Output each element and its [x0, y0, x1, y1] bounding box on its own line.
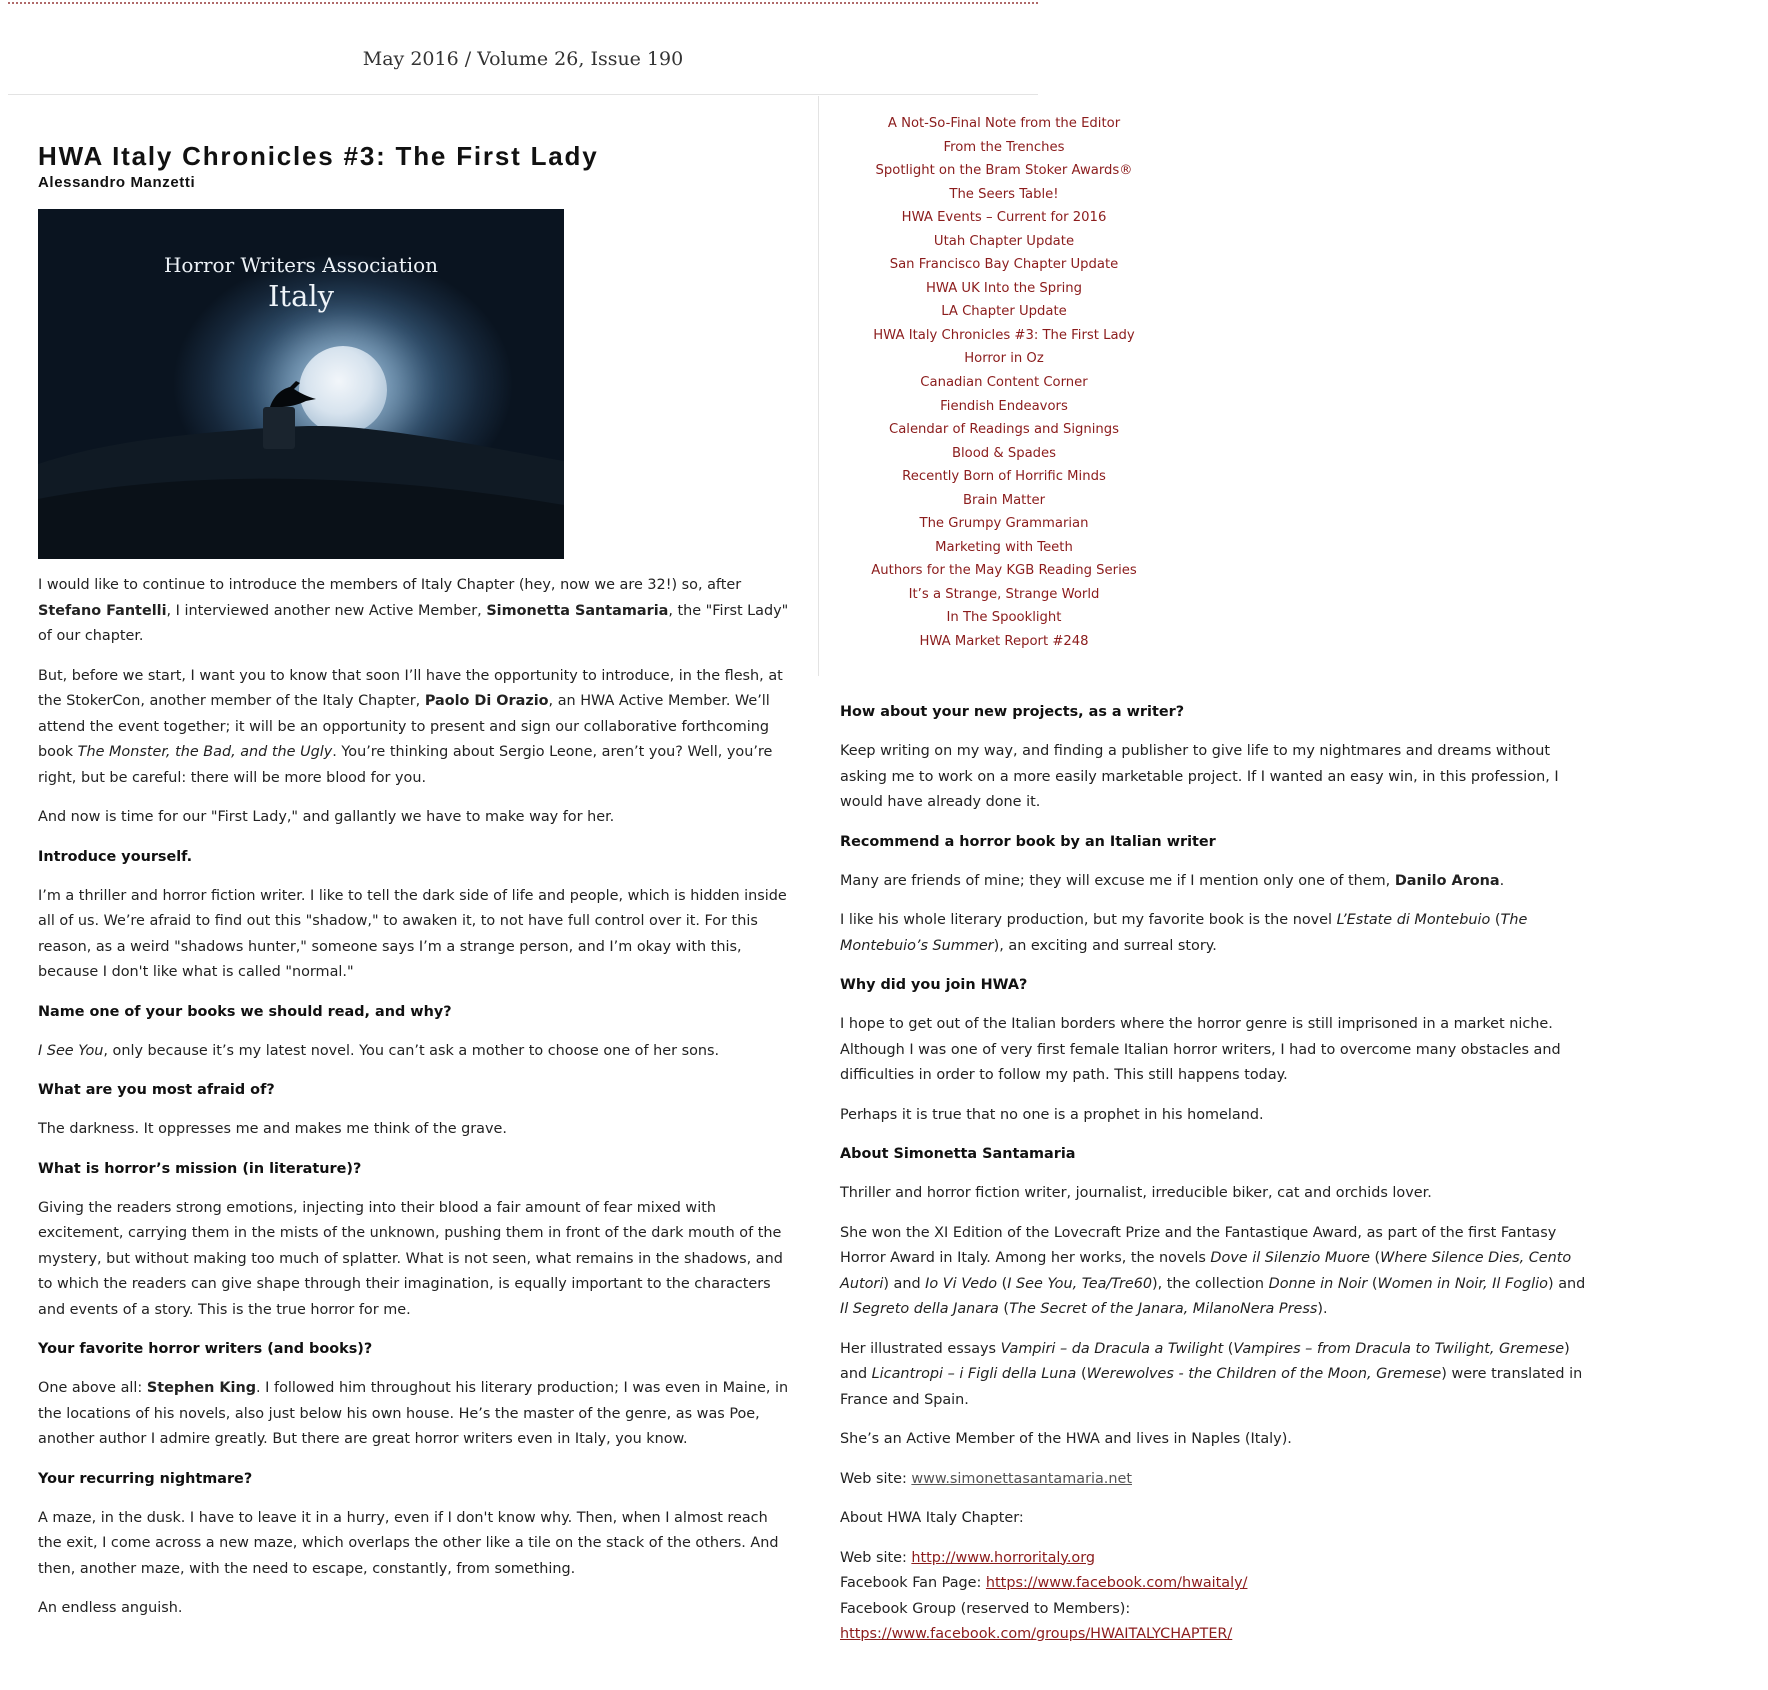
- facebook-page-link[interactable]: https://www.facebook.com/hwaitaly/: [985, 1575, 1248, 1591]
- name-simonetta-santamaria: Simonetta Santamaria: [486, 602, 669, 619]
- intro-paragraph-1: I would like to continue to introduce the members of Italy Chapter (hey, now we are 32!) so, after Stefano Fantelli, I interviewed another new Active Member, Simonetta Santamaria, the "First Lady" of our chapter.: [38, 577, 789, 644]
- answer-italian-book-2: I like his whole literary production, but my favorite book is the novel L’Estate di Montebuio (The Montebuio’s Summer), an exciting and surreal story.: [840, 912, 1528, 954]
- about-author-heading: About Simonetta Santamaria: [840, 1146, 1076, 1162]
- issue-table-of-contents: [862, 112, 1146, 654]
- answer-favorites: One above all: Stephen King. I followed him throughout his literary production; I was even in Maine, in the locations of his novels, also just below his own house. He’s the master of the genre, as was Poe, another author I admire greatly. But there are great horror writers even in Italy, you know.: [38, 1380, 789, 1447]
- toc-link-sf-bay[interactable]: San Francisco Bay Chapter Update: [889, 257, 1119, 273]
- toc-link-grumpy-grammarian[interactable]: The Grumpy Grammarian: [919, 516, 1089, 532]
- author-website-link[interactable]: www.simonettasantamaria.net: [911, 1470, 1132, 1487]
- bio-paragraph-3: Her illustrated essays Vampiri – da Dracula a Twilight (Vampires – from Dracula to Twilight, Gremese) and Licantropi – i Figli della Luna (Werewolves - the Children of the Moon, Gremese) were translated in France and Spain.: [840, 1340, 1583, 1408]
- hero-image: [38, 209, 564, 559]
- bio-paragraph-2: She won the XI Edition of the Lovecraft Prize and the Fantastique Award, as part of the first Fantasy Horror Award in Italy. Among her works, the novels Dove il Silenzio Muore (Where Silence Dies, Cento Autori) and Io Vi Vedo (I See You, Tea/Tre60), the collection Donne in Noir (Women in Noir, Il Foglio) and Il Segreto della Janara (The Secret of the Janara, MilanoNera Press).: [840, 1224, 1586, 1317]
- hero-image-line1: Horror Writers Association: [163, 253, 439, 277]
- answer-join-hwa-2: Perhaps it is true that no one is a prophet in his homeland.: [840, 1106, 1264, 1123]
- raven-silhouette: [270, 381, 316, 407]
- intro-paragraph-3: And now is time for our "First Lady," and gallantly we have to make way for her.: [38, 809, 615, 825]
- toc-link-utah[interactable]: Utah Chapter Update: [933, 233, 1075, 249]
- answer-join-hwa: I hope to get out of the Italian borders where the horror genre is still imprisoned in a market niche. Although I was one of very first female Italian horror writers, I had to overcome many obstacles and difficulties in order to follow my path. This still happens today.: [840, 1016, 1561, 1083]
- header-divider: [8, 94, 1038, 95]
- name-stefano-fantelli: Stefano Fantelli: [38, 602, 167, 619]
- answer-projects: Keep writing on my way, and finding a publisher to give life to my nightmares and dreams without asking me to work on a more easily marketable project. If I wanted an easy win, in this profession, I would have already done it.: [840, 743, 1559, 810]
- chapter-heading: About HWA Italy Chapter:: [840, 1510, 1024, 1526]
- article-author: Alessandro Manzetti: [38, 174, 196, 191]
- toc-link-kgb[interactable]: Authors for the May KGB Reading Series: [871, 563, 1137, 579]
- toc-link-horror-in-oz[interactable]: Horror in Oz: [964, 351, 1044, 367]
- toc-link-market-report[interactable]: HWA Market Report #248: [919, 634, 1089, 650]
- intro-paragraph-2: But, before we start, I want you to know that soon I’ll have the opportunity to introduce, in the flesh, at the StokerCon, another member of the Italy Chapter, Paolo Di Orazio, an HWA Active Member. We’ll attend the event together; it will be an opportunity to present and sign our collaborative forthcoming book The Monster, the Bad, and the Ugly. You’re thinking about Sergio Leone, aren’t you? Well, you’re right, but be careful: there will be more blood for you.: [38, 667, 783, 786]
- toc-link-brain-matter[interactable]: Brain Matter: [962, 492, 1046, 508]
- question-mission: What is horror’s mission (in literature)?: [38, 1160, 362, 1177]
- toc-link-hwa-uk[interactable]: HWA UK Into the Spring: [925, 280, 1082, 296]
- toc-link-canadian-corner[interactable]: Canadian Content Corner: [920, 375, 1088, 391]
- toc-link-la-chapter[interactable]: LA Chapter Update: [941, 304, 1067, 320]
- stone-post: [263, 407, 295, 449]
- bio-paragraph-4: She’s an Active Member of the HWA and lives in Naples (Italy).: [840, 1431, 1292, 1447]
- name-paolo-di-orazio: Paolo Di Orazio: [424, 693, 549, 709]
- toc-link-trenches[interactable]: From the Trenches: [943, 139, 1065, 155]
- toc-link-strange-world[interactable]: It’s a Strange, Strange World: [908, 586, 1100, 602]
- answer-nightmare: A maze, in the dusk. I have to leave it in a hurry, even if I don't know why. Then, when I almost reach the exit, I come across a new maze, which overlaps the other like a tile on the stack of the others. And then, another maze, with the need to escape, constantly, from something.: [38, 1509, 779, 1577]
- facebook-group-line: [840, 1622, 1592, 1648]
- toc-link-spooklight[interactable]: In The Spooklight: [946, 610, 1062, 626]
- toc-link-seers-table[interactable]: The Seers Table!: [949, 186, 1059, 202]
- hero-landscape: [38, 209, 564, 559]
- column-divider: [818, 96, 819, 676]
- book-title-monster: The Monster, the Bad, and the Ugly: [77, 744, 333, 760]
- issue-line: May 2016 / Volume 26, Issue 190: [362, 48, 684, 70]
- article-right-column: [840, 700, 1592, 1648]
- toc-link-fiendish[interactable]: Fiendish Endeavors: [940, 398, 1068, 414]
- article-title: HWA Italy Chronicles #3: The First Lady: [38, 141, 599, 171]
- question-favorites: Your favorite horror writers (and books)?: [38, 1341, 373, 1357]
- question-introduce: Introduce yourself.: [38, 848, 193, 865]
- book-title-i-see-you: I See You: [38, 1042, 104, 1059]
- question-afraid: What are you most afraid of?: [38, 1082, 275, 1098]
- question-italian-book: Recommend a horror book by an Italian writer: [840, 833, 1216, 850]
- name-danilo-arona: Danilo Arona: [1394, 872, 1500, 889]
- facebook-page-line: Facebook Fan Page: https://www.facebook.com/hwaitaly/: [840, 1575, 1248, 1591]
- question-projects: How about your new projects, as a writer?: [840, 704, 1185, 720]
- toc-link-calendar[interactable]: Calendar of Readings and Signings: [888, 422, 1119, 438]
- toc-link-hwa-events[interactable]: HWA Events – Current for 2016: [901, 210, 1107, 226]
- chapter-website-link[interactable]: http://www.horroritaly.org: [911, 1549, 1096, 1566]
- question-book: Name one of your books we should read, and why?: [38, 1003, 452, 1020]
- hero-image-line2: Italy: [267, 279, 335, 313]
- toc-link-stoker-spotlight[interactable]: Spotlight on the Bram Stoker Awards®: [875, 163, 1133, 179]
- answer-introduce: I’m a thriller and horror fiction writer. I like to tell the dark side of life and people, which is hidden inside all of us. We’re afraid to find out this "shadow," to awaken it, to not have full control over it. For this reason, as a weird "shadows hunter," someone says I’m a strange person, and I’m okay with this, because I don't like what is called "normal.": [38, 887, 787, 980]
- answer-mission: Giving the readers strong emotions, injecting into their blood a fair amount of fear mixed with excitement, carrying them in the mists of the unknown, pushing them in front of the dark mouth of the mystery, but without making too much of splatter. What is not seen, what remains in the shadows, and to which the readers can give shape through their imagination, is equally important to the characters and events of a story. This is the true horror for me.: [38, 1199, 783, 1318]
- answer-afraid: The darkness. It oppresses me and makes me think of the grave.: [38, 1121, 507, 1137]
- question-nightmare: Your recurring nightmare?: [38, 1470, 253, 1487]
- toc-link-italy-chronicles[interactable]: HWA Italy Chronicles #3: The First Lady: [873, 327, 1135, 343]
- answer-book: I See You, only because it’s my latest novel. You can’t ask a mother to choose one of her sons.: [38, 1042, 720, 1059]
- facebook-group-label: Facebook Group (reserved to Members):: [840, 1600, 1131, 1617]
- chapter-website-line: Web site: http://www.horroritaly.org: [840, 1549, 1096, 1566]
- toc-link-recently-born[interactable]: Recently Born of Horrific Minds: [902, 469, 1106, 485]
- author-website-line: Web site: www.simonettasantamaria.net: [840, 1470, 1132, 1487]
- top-border: [8, 2, 1038, 4]
- answer-italian-book: Many are friends of mine; they will excuse me if I mention only one of them, Danilo Arona.: [840, 872, 1505, 889]
- facebook-group-link[interactable]: https://www.facebook.com/groups/HWAITALYCHAPTER/: [840, 1626, 1233, 1642]
- name-stephen-king: Stephen King: [146, 1380, 257, 1396]
- toc-link-editor-note[interactable]: A Not-So-Final Note from the Editor: [887, 116, 1121, 131]
- question-join-hwa: Why did you join HWA?: [840, 977, 1028, 993]
- toc-link-blood-spades[interactable]: Blood & Spades: [951, 445, 1057, 461]
- answer-nightmare-end: An endless anguish.: [38, 1600, 183, 1616]
- bio-paragraph-1: Thriller and horror fiction writer, journalist, irreducible biker, cat and orchids lover.: [840, 1185, 1432, 1201]
- toc-link-marketing[interactable]: Marketing with Teeth: [935, 539, 1073, 555]
- article-left-column: [38, 140, 790, 1636]
